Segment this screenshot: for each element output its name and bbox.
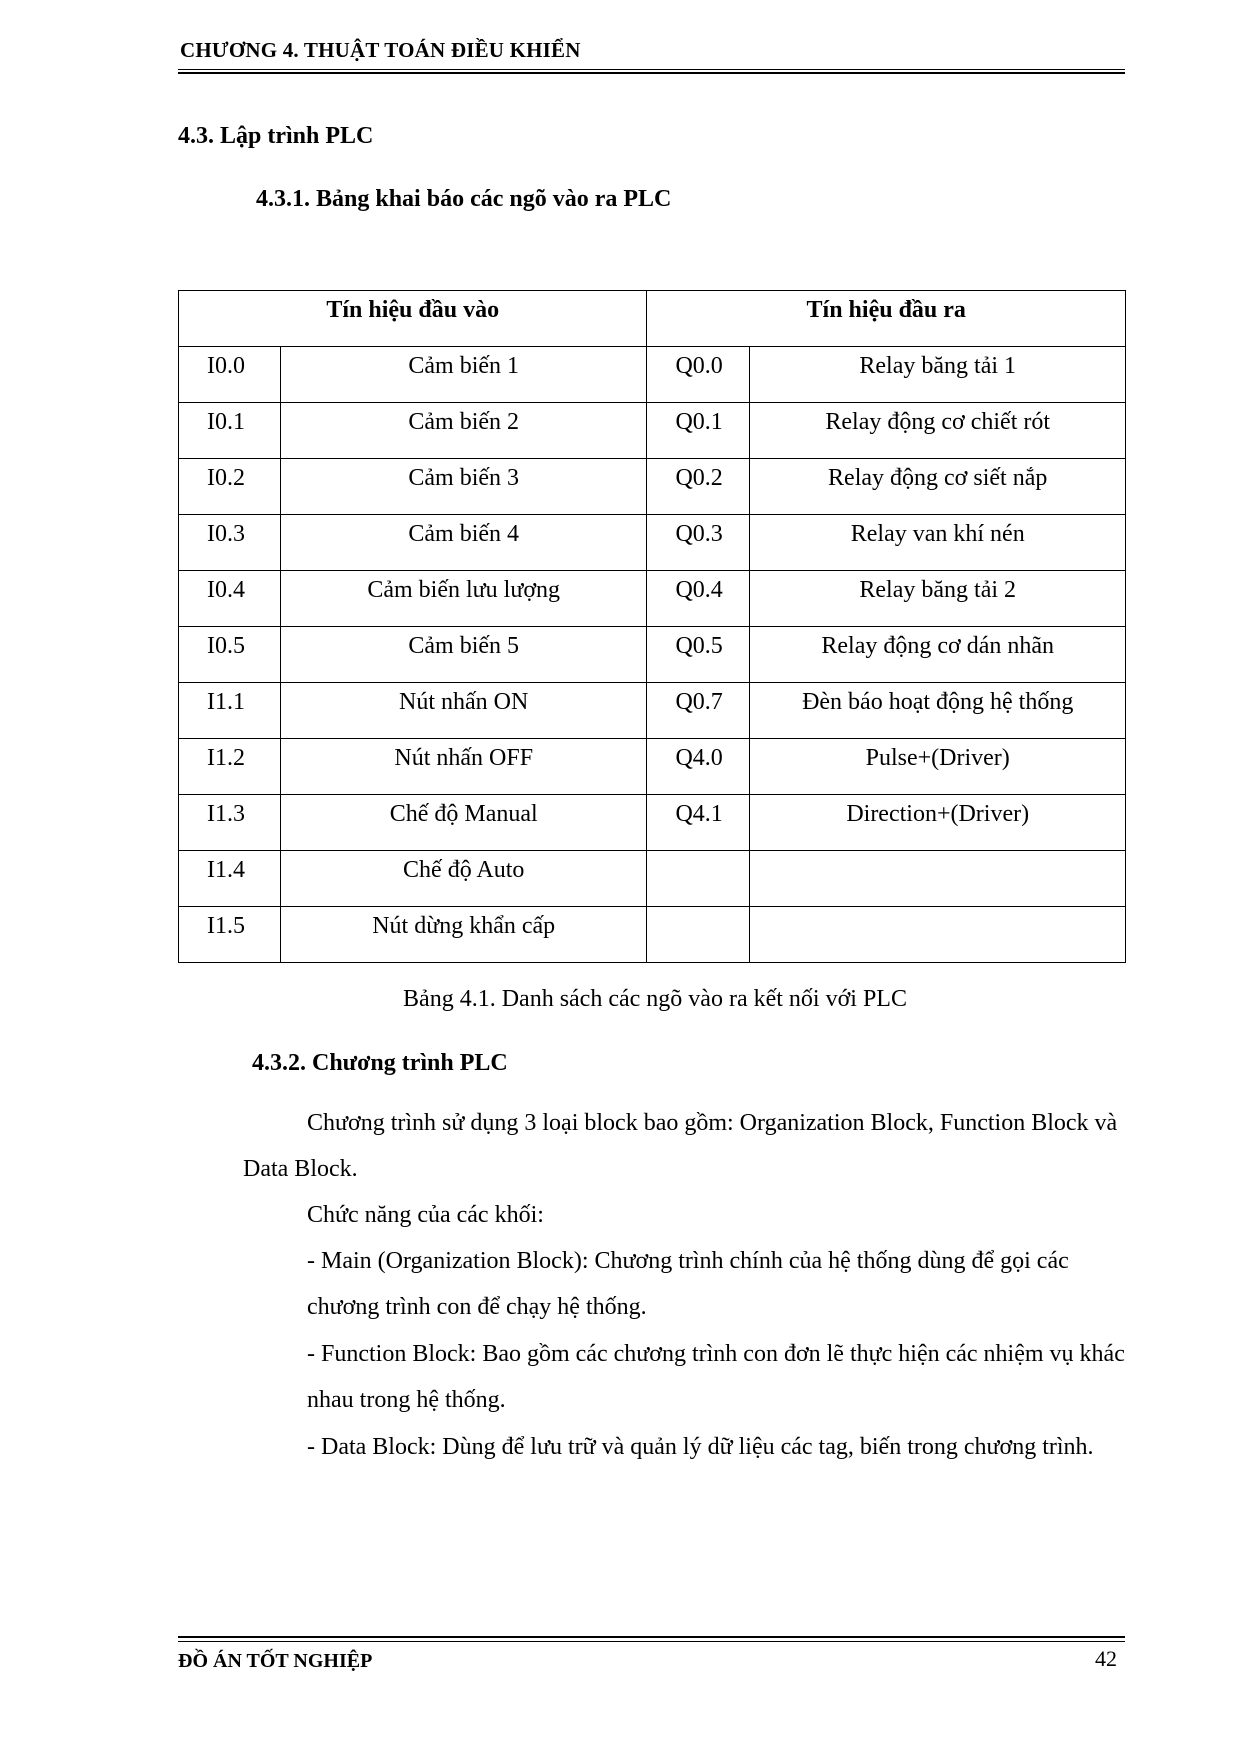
input-code: I1.1: [179, 683, 281, 739]
section-title: 4.3. Lập trình PLC: [178, 123, 374, 149]
list-item: - Main (Organization Block): Chương trình chính của hệ thống dùng để gọi các chương trình con để chạy hệ thống.: [307, 1248, 1069, 1320]
table-header-row: [179, 291, 1126, 347]
subsection-title-io: 4.3.1. Bảng khai báo các ngõ vào ra PLC: [256, 186, 672, 212]
output-code: [647, 851, 750, 907]
subsection-title-program: 4.3.2. Chương trình PLC: [252, 1050, 508, 1076]
output-code: Q4.1: [647, 795, 750, 851]
footer-label: ĐỒ ÁN TỐT NGHIỆP: [178, 1650, 373, 1672]
table-row: [179, 459, 1126, 515]
table-row: [179, 515, 1126, 571]
header-outputs: Tín hiệu đầu ra: [647, 291, 1126, 347]
output-code: Q0.5: [647, 627, 750, 683]
table-row: [179, 403, 1126, 459]
input-code: I1.2: [179, 739, 281, 795]
list-item: - Function Block: Bao gồm các chương trình con đơn lẽ thực hiện các nhiệm vụ khác nhau trong hệ thống.: [307, 1341, 1125, 1413]
table-row: [179, 795, 1126, 851]
input-code: I0.5: [179, 627, 281, 683]
table-caption: Bảng 4.1. Danh sách các ngõ vào ra kết nối với PLC: [403, 986, 907, 1012]
input-code: I0.1: [179, 403, 281, 459]
input-desc: Nút nhấn ON: [280, 683, 647, 739]
input-desc: Cảm biến 1: [280, 347, 647, 403]
chapter-header: CHƯƠNG 4. THUẬT TOÁN ĐIỀU KHIỂN: [180, 38, 581, 62]
output-code: Q4.0: [647, 739, 750, 795]
output-code: Q0.7: [647, 683, 750, 739]
table-row: [179, 571, 1126, 627]
input-desc: Nút dừng khẩn cấp: [280, 907, 647, 963]
table-row: [179, 627, 1126, 683]
output-desc: Relay động cơ dán nhãn: [750, 627, 1126, 683]
output-desc: Pulse+(Driver): [750, 739, 1126, 795]
output-desc: Direction+(Driver): [750, 795, 1126, 851]
output-desc: [750, 907, 1126, 963]
output-desc: Relay động cơ chiết rót: [750, 403, 1126, 459]
output-desc: [750, 851, 1126, 907]
output-code: [647, 907, 750, 963]
input-desc: Cảm biến 4: [280, 515, 647, 571]
input-desc: Cảm biến 3: [280, 459, 647, 515]
table-row: [179, 907, 1126, 963]
input-desc: Nút nhấn OFF: [280, 739, 647, 795]
input-code: I1.5: [179, 907, 281, 963]
header-rule-thin: [178, 69, 1125, 70]
table-row: [179, 683, 1126, 739]
page-number: 42: [1095, 1646, 1117, 1671]
output-code: Q0.2: [647, 459, 750, 515]
input-code: I0.0: [179, 347, 281, 403]
output-code: Q0.1: [647, 403, 750, 459]
table-row: [179, 347, 1126, 403]
output-code: Q0.0: [647, 347, 750, 403]
input-code: I1.3: [179, 795, 281, 851]
input-desc: Cảm biến 2: [280, 403, 647, 459]
input-code: I1.4: [179, 851, 281, 907]
table-row: [179, 739, 1126, 795]
footer-rule-thin: [178, 1641, 1125, 1642]
input-code: I0.4: [179, 571, 281, 627]
input-desc: Cảm biến 5: [280, 627, 647, 683]
table-row: [179, 851, 1126, 907]
header-rule-thick: [178, 72, 1125, 74]
output-code: Q0.3: [647, 515, 750, 571]
intro-paragraph: Chương trình sử dụng 3 loại block bao gồm: Organization Block, Function Block và Data Block.: [243, 1110, 1118, 1182]
io-table: [178, 290, 1126, 963]
footer-rule-thick: [178, 1636, 1125, 1638]
input-code: I0.3: [179, 515, 281, 571]
output-desc: Relay băng tải 1: [750, 347, 1126, 403]
output-desc: Đèn báo hoạt động hệ thống: [750, 683, 1126, 739]
output-desc: Relay van khí nén: [750, 515, 1126, 571]
output-desc: Relay động cơ siết nắp: [750, 459, 1126, 515]
input-desc: Chế độ Auto: [280, 851, 647, 907]
header-inputs: Tín hiệu đầu vào: [179, 291, 647, 347]
output-code: Q0.4: [647, 571, 750, 627]
input-desc: Chế độ Manual: [280, 795, 647, 851]
input-desc: Cảm biến lưu lượng: [280, 571, 647, 627]
output-desc: Relay băng tải 2: [750, 571, 1126, 627]
list-item: - Data Block: Dùng để lưu trữ và quản lý dữ liệu các tag, biến trong chương trình.: [307, 1434, 1094, 1460]
functions-label: Chức năng của các khối:: [307, 1202, 544, 1228]
input-code: I0.2: [179, 459, 281, 515]
